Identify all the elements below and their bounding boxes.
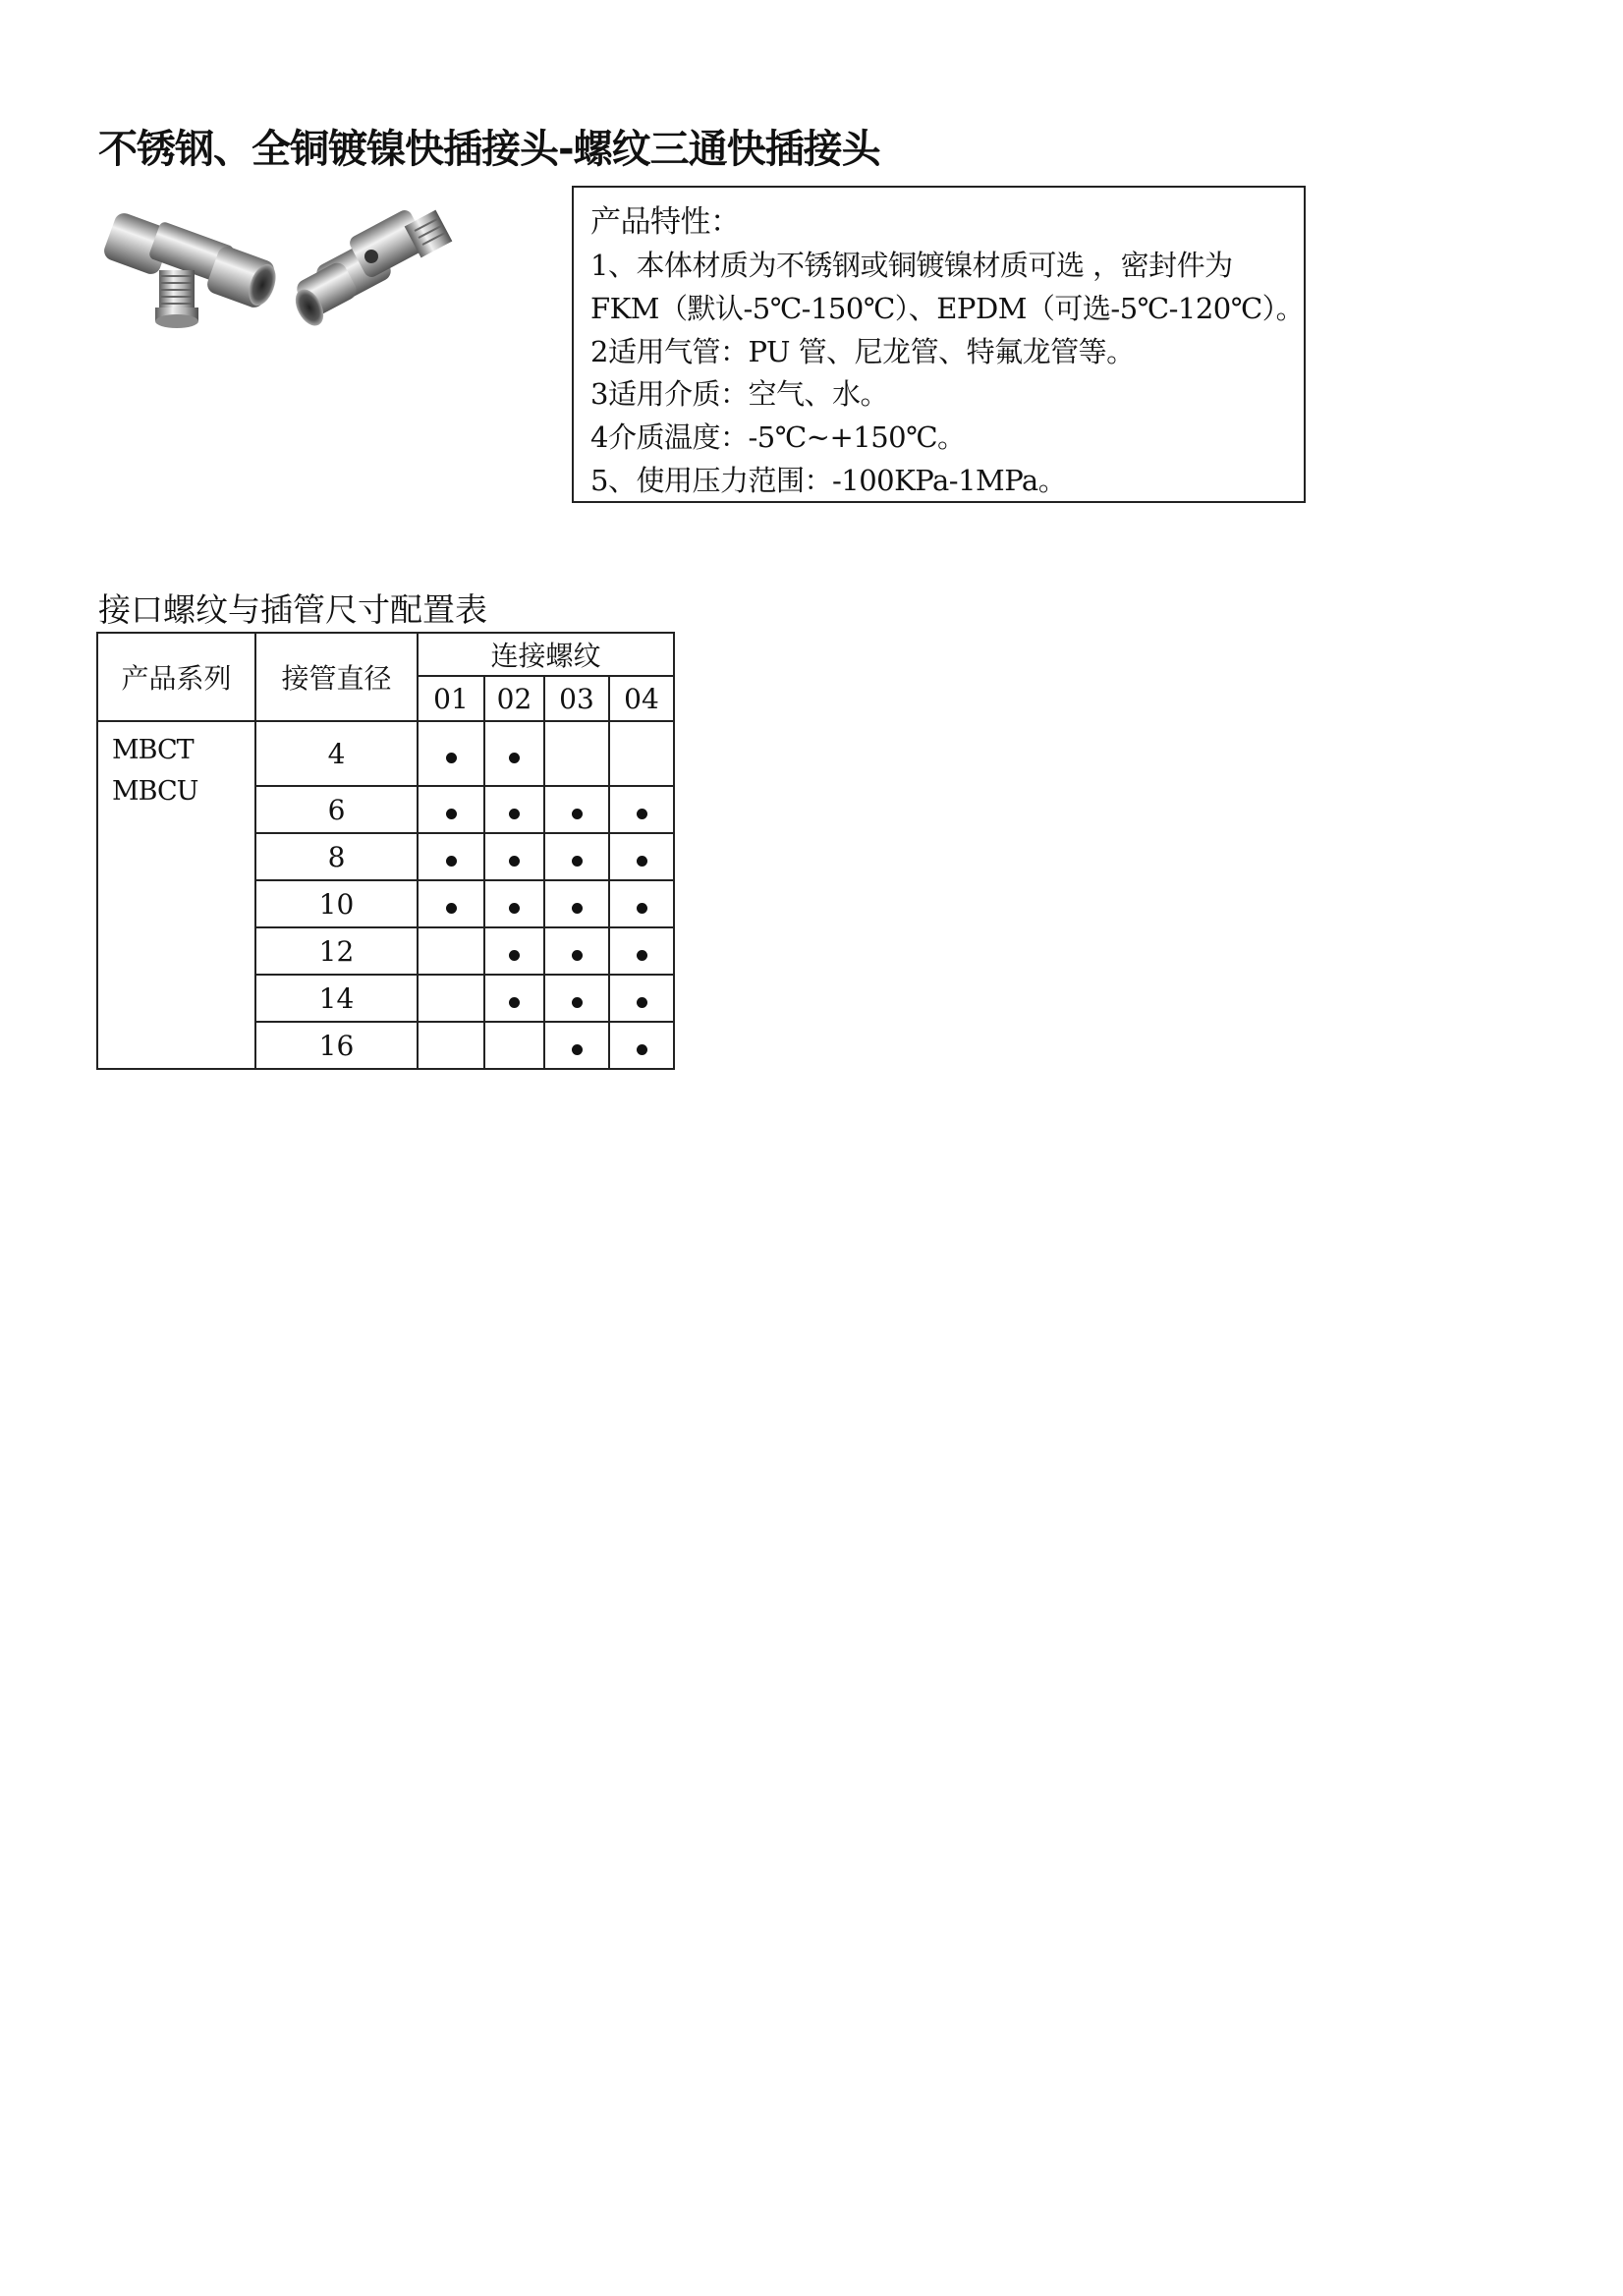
series-cell bbox=[97, 721, 255, 1069]
availability-cell bbox=[609, 975, 674, 1022]
page-title: 不锈钢、全铜镀镍快插接头-螺纹三通快插接头 bbox=[98, 127, 880, 172]
available-dot-icon bbox=[637, 856, 647, 867]
diameter-cell: 6 bbox=[255, 786, 418, 833]
availability-cell bbox=[609, 786, 674, 833]
diameter-cell: 4 bbox=[255, 721, 418, 786]
available-dot-icon bbox=[572, 856, 583, 867]
diameter-cell: 16 bbox=[255, 1022, 418, 1069]
diameter-cell: 12 bbox=[255, 927, 418, 975]
availability-cell bbox=[418, 786, 484, 833]
availability-cell bbox=[609, 1022, 674, 1069]
availability-cell bbox=[609, 927, 674, 975]
availability-cell bbox=[544, 975, 609, 1022]
availability-cell bbox=[544, 786, 609, 833]
diameter-cell: 14 bbox=[255, 975, 418, 1022]
availability-cell bbox=[484, 975, 544, 1022]
availability-cell bbox=[418, 721, 484, 786]
feature-line-1: 1、本体材质为不锈钢或铜镀镍材质可选 ，密封件为 bbox=[590, 249, 1233, 282]
availability-cell bbox=[418, 1022, 484, 1069]
header-diameter: 接管直径 bbox=[255, 633, 418, 721]
header-thread: 连接螺纹 bbox=[418, 633, 674, 676]
availability-cell bbox=[544, 1022, 609, 1069]
feature-line-6: 5、使用压力范围：-100KPa-1MPa。 bbox=[590, 463, 1067, 497]
header-series: 产品系列 bbox=[97, 633, 255, 721]
available-dot-icon bbox=[446, 809, 457, 819]
available-dot-icon bbox=[637, 1044, 647, 1055]
series-name: MBCT bbox=[112, 735, 194, 765]
available-dot-icon bbox=[637, 950, 647, 961]
product-photos bbox=[98, 192, 462, 349]
available-dot-icon bbox=[446, 903, 457, 914]
header-thread-code: 03 bbox=[544, 676, 609, 721]
availability-cell bbox=[609, 721, 674, 786]
configuration-table-body bbox=[97, 721, 674, 1069]
table-row bbox=[97, 721, 674, 786]
availability-cell bbox=[544, 833, 609, 880]
availability-cell bbox=[544, 880, 609, 927]
availability-cell bbox=[544, 721, 609, 786]
availability-cell bbox=[544, 927, 609, 975]
available-dot-icon bbox=[446, 856, 457, 867]
available-dot-icon bbox=[446, 753, 457, 763]
available-dot-icon bbox=[572, 903, 583, 914]
feature-line-5: 4介质温度：-5℃~+150℃。 bbox=[590, 420, 966, 455]
available-dot-icon bbox=[509, 753, 520, 763]
header-thread-code: 01 bbox=[418, 676, 484, 721]
header-thread-code: 04 bbox=[609, 676, 674, 721]
availability-cell bbox=[484, 786, 544, 833]
table-caption: 接口螺纹与插管尺寸配置表 bbox=[98, 590, 487, 629]
header-thread-code: 02 bbox=[484, 676, 544, 721]
y-fitting-image bbox=[290, 207, 452, 330]
available-dot-icon bbox=[509, 903, 520, 914]
available-dot-icon bbox=[572, 809, 583, 819]
feature-line-2: FKM（默认-5℃-150℃）、EPDM（可选-5℃-120℃）。 bbox=[590, 291, 1305, 325]
product-features-box bbox=[572, 186, 1306, 503]
availability-cell bbox=[484, 927, 544, 975]
available-dot-icon bbox=[572, 1044, 583, 1055]
available-dot-icon bbox=[509, 809, 520, 819]
available-dot-icon bbox=[509, 856, 520, 867]
configuration-table bbox=[96, 632, 675, 1070]
feature-line-3: 2适用气管：PU 管、尼龙管、特氟龙管等。 bbox=[590, 334, 1135, 368]
availability-cell bbox=[418, 833, 484, 880]
availability-cell bbox=[609, 880, 674, 927]
series-name: MBCU bbox=[112, 776, 198, 807]
diameter-cell: 10 bbox=[255, 880, 418, 927]
features-heading: 产品特性： bbox=[590, 204, 741, 240]
availability-cell bbox=[484, 721, 544, 786]
available-dot-icon bbox=[637, 903, 647, 914]
availability-cell bbox=[484, 880, 544, 927]
available-dot-icon bbox=[572, 997, 583, 1008]
available-dot-icon bbox=[572, 950, 583, 961]
tee-fitting-image bbox=[101, 210, 281, 328]
availability-cell bbox=[418, 880, 484, 927]
availability-cell bbox=[418, 975, 484, 1022]
availability-cell bbox=[484, 1022, 544, 1069]
available-dot-icon bbox=[637, 997, 647, 1008]
available-dot-icon bbox=[509, 997, 520, 1008]
diameter-cell: 8 bbox=[255, 833, 418, 880]
availability-cell bbox=[609, 833, 674, 880]
availability-cell bbox=[484, 833, 544, 880]
availability-cell bbox=[418, 927, 484, 975]
feature-line-4: 3适用介质：空气、水。 bbox=[590, 377, 888, 412]
available-dot-icon bbox=[509, 950, 520, 961]
available-dot-icon bbox=[637, 809, 647, 819]
